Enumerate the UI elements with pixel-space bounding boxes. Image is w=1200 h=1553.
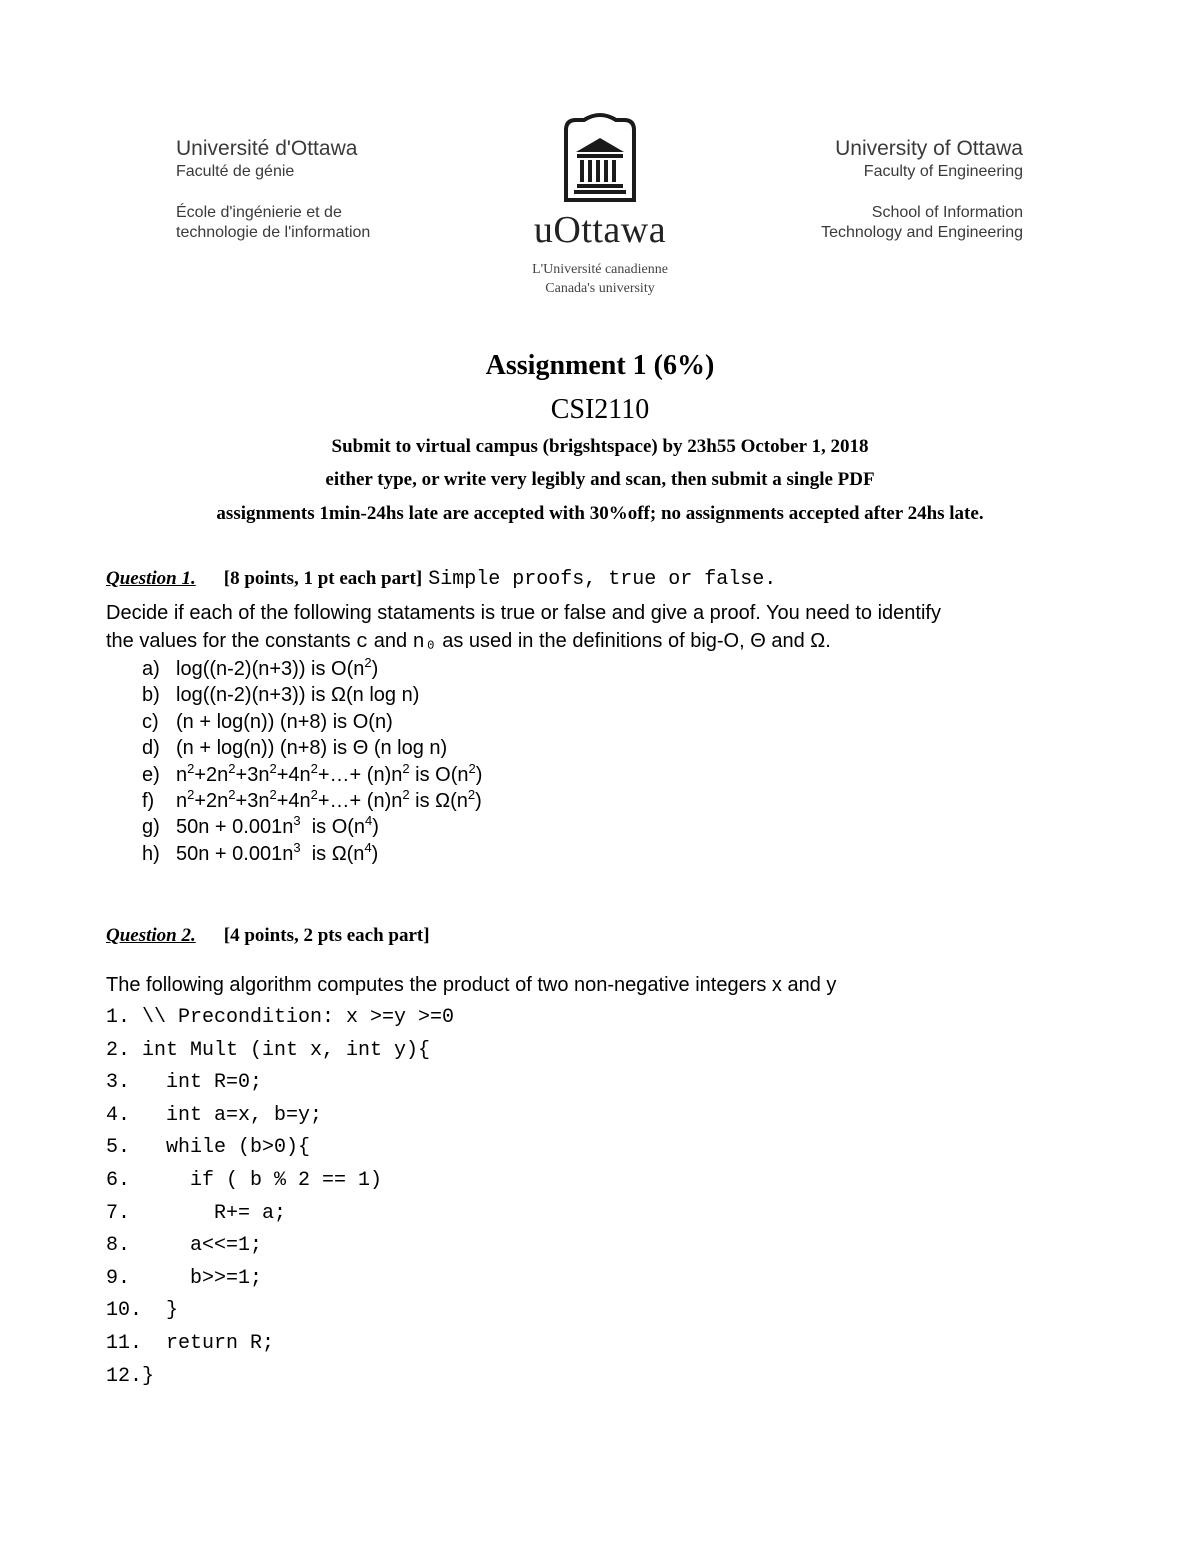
question1-heading	[106, 568, 776, 591]
question2-intro: The following algorithm computes the product of two non-negative integers x and y	[106, 974, 837, 996]
faculty-name-en: Faculty of Engineering	[863, 163, 1023, 180]
code-line: 5. while (b>0){	[106, 1136, 311, 1160]
list-item: e) $n^2+2n^2+3n^2+4n^2+\dots+ (n)n^2$ is $O(n^2)$	[142, 760, 483, 786]
list-item: a) log((n-2)(n+3)) is $O(n^2)$	[142, 655, 379, 680]
header-left-block	[176, 136, 370, 243]
code-line: 7. R+= a;	[106, 1201, 287, 1225]
constant-c: c	[356, 631, 369, 654]
list-item: c) (n + log(n)) (n+8) is O(n)	[142, 710, 393, 733]
list-item: d) (n + log(n)) (n+8) is Θ (n log n)	[142, 737, 448, 760]
submission-deadline: Submit to virtual campus (brigshtspace) by 23h55 October 1, 2018	[331, 436, 869, 457]
question1-label: Question 1.	[106, 568, 196, 589]
code-line: 9. b>>=1;	[106, 1266, 263, 1290]
question2-points: [4 points, 2 pts each part]	[223, 925, 430, 946]
instructions-line1: Decide if each of the following stataments is true or false and give a proof. You need to identify	[106, 602, 941, 624]
code-line: 2. int Mult (int x, int y){	[106, 1038, 431, 1062]
uottawa-logo	[500, 112, 700, 298]
code-line: 11. return R;	[106, 1331, 275, 1355]
assignment-title: Assignment 1 (6%)	[485, 350, 715, 381]
course-code: CSI2110	[550, 394, 650, 425]
list-item: b) log((n-2)(n+3)) is Ω(n log n)	[142, 684, 420, 707]
list-item: g) $50n + 0.001n^3$ is $O(n^4)$	[142, 813, 379, 839]
logo-tagline-fr: L'Université canadienne	[532, 262, 668, 277]
list-item: f) $n^2+2n^2+3n^2+4n^2+\dots+ (n)n^2$ is $\Omega(n^2)$	[142, 786, 482, 812]
code-line: 8. a<<=1;	[106, 1234, 263, 1258]
school-name-en-line1: School of Information	[871, 204, 1023, 221]
logo-tagline-en: Canada's university	[545, 281, 655, 296]
constant-n0: n₀	[412, 631, 437, 654]
logo-wordmark: uOttawa	[533, 209, 667, 251]
late-policy: assignments 1min-24hs late are accepted with 30%off; no assignments accepted after 24hs late.	[216, 503, 984, 524]
code-line: 1. \\ Precondition: x >=y >=0	[106, 1006, 455, 1029]
header-right-block	[821, 136, 1023, 243]
question1-topic: Simple proofs, true or false.	[428, 568, 777, 591]
school-name-en-line2: Technology and Engineering	[821, 224, 1023, 241]
question1-points: [8 points, 1 pt each part]	[223, 568, 423, 589]
university-name-en: University of Ottawa	[835, 137, 1023, 160]
submission-format: either type, or write very legibly and scan, then submit a single PDF	[325, 469, 875, 490]
university-building-icon	[560, 112, 640, 204]
university-name-fr: Université d'Ottawa	[176, 137, 358, 160]
question1-instructions	[106, 599, 1106, 657]
school-name-fr-line2: technologie de l'information	[176, 224, 371, 241]
question2-label: Question 2.	[106, 925, 196, 946]
school-name-fr-line1: École d'ingénierie et de	[176, 204, 342, 221]
code-line: 4. int a=x, b=y;	[106, 1103, 323, 1127]
faculty-name-fr: Faculté de génie	[176, 163, 295, 180]
question1-items	[142, 656, 482, 867]
instructions-line2: the values for the constants c and n₀ as used in the definitions of big-O, Θ and Ω.	[106, 630, 831, 654]
code-line: 12.}	[106, 1364, 155, 1388]
list-item: h) $50n + 0.001n^3$ is $\Omega(n^4)$	[142, 839, 379, 865]
question2-heading	[106, 925, 430, 947]
code-line: 3. int R=0;	[106, 1071, 263, 1095]
code-line: 6. if ( b % 2 == 1)	[106, 1168, 383, 1192]
code-listing	[106, 1002, 454, 1393]
code-line: 10. }	[106, 1299, 179, 1323]
